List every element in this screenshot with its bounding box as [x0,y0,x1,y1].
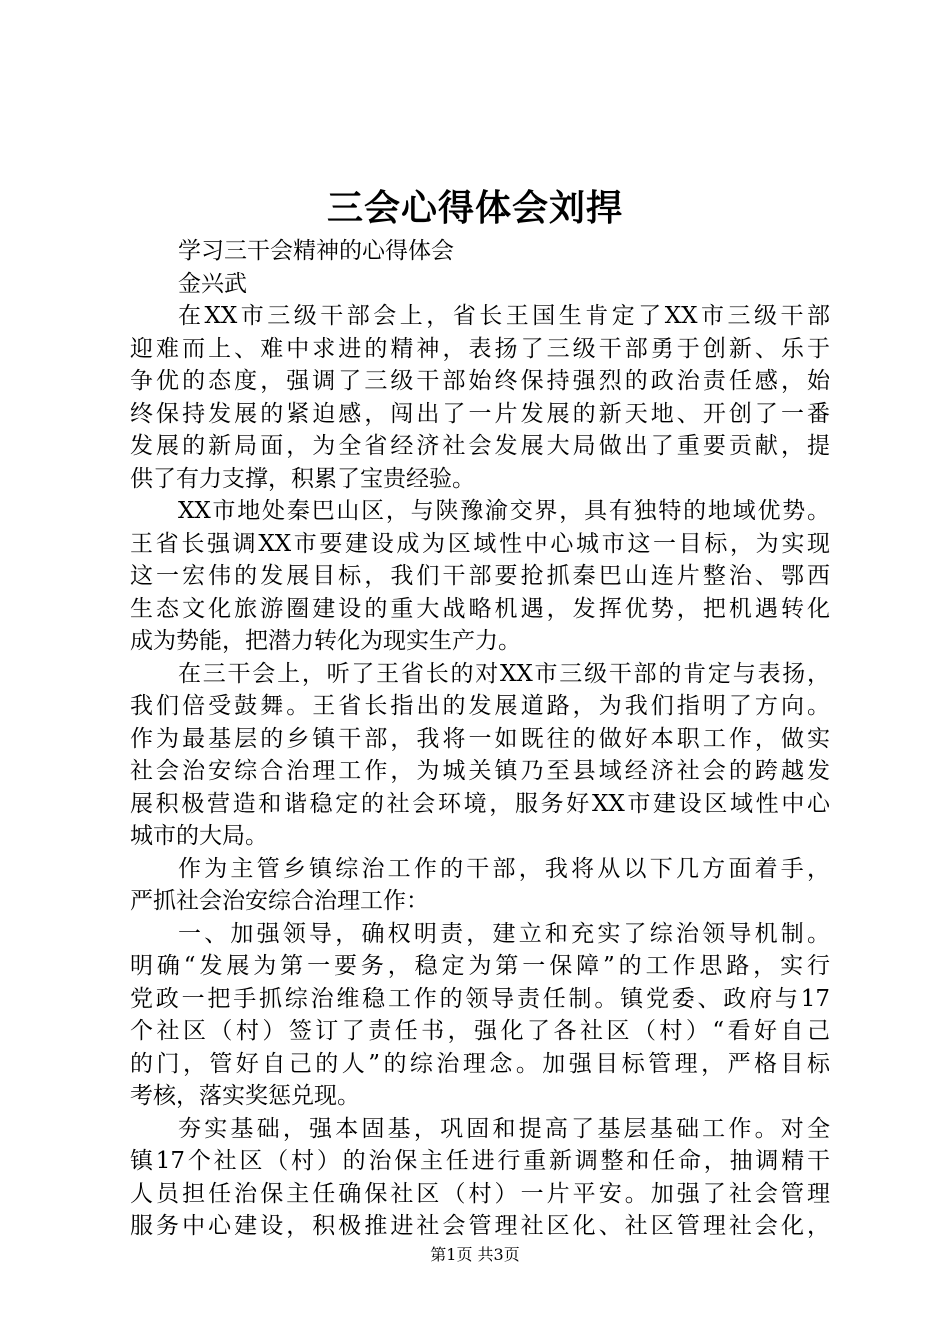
text-line: 终保持发展的紧迫感，闯出了一片发展的新天地、开创了一番 [130,400,830,427]
page-footer: 第1页 共3页 [430,1245,520,1264]
text-line: 作为最基层的乡镇干部，我将一如既往的做好本职工作，做实 [130,725,830,752]
text-line: 一、加强领导，确权明责，建立和充实了综治领导机制。 [178,920,830,947]
text-line: 在三干会上，听了王省长的对XX市三级干部的肯定与表扬， [178,660,830,687]
text-line: 学习三干会精神的心得体会 [178,238,454,264]
text-line: 争优的态度，强调了三级干部始终保持强烈的政治责任感，始 [130,368,830,394]
text-line: 生态文化旅游圈建设的重大战略机遇，发挥优势，把机遇转化 [130,595,830,622]
text-line: 这一宏伟的发展目标，我们干部要抢抓秦巴山连片整治、鄂西 [130,563,830,589]
text-line: 党政一把手抓综治维稳工作的领导责任制。镇党委、政府与17 [130,985,830,1012]
text-line: 人员担任治保主任确保社区（村）一片平安。加强了社会管理 [130,1180,830,1207]
text-line: 城市的大局。 [130,823,268,849]
text-line: 明确“发展为第一要务，稳定为第一保障”的工作思路，实行 [130,953,830,979]
text-line: 成为势能，把潜力转化为现实生产力。 [130,628,521,654]
text-line: 的门，管好自己的人”的综治理念。加强目标管理，严格目标 [130,1050,830,1077]
text-line: 作为主管乡镇综治工作的干部，我将从以下几方面着手， [178,855,830,882]
text-line: 迎难而上、难中求进的精神，表扬了三级干部勇于创新、乐于 [130,335,830,362]
text-line: 夯实基础，强本固基，巩固和提高了基层基础工作。对全 [178,1115,830,1142]
text-line: 在XX市三级干部会上，省长王国生肯定了XX市三级干部 [178,303,830,329]
page-title: 三会心得体会刘捍 [326,187,623,229]
text-line: 金兴武 [178,270,247,297]
text-line: 王省长强调XX市要建设成为区域性中心城市这一目标，为实现 [130,530,830,557]
text-line: 发展的新局面，为全省经济社会发展大局做出了重要贡献，提 [130,433,830,459]
text-line: 社会治安综合治理工作，为城关镇乃至县域经济社会的跨越发 [130,758,830,784]
text-line: 供了有力支撑，积累了宝贵经验。 [130,465,475,492]
text-line: 展积极营造和谐稳定的社会环境，服务好XX市建设区域性中心 [130,790,830,817]
text-line: 镇17个社区（村）的治保主任进行重新调整和任命，抽调精干 [130,1148,830,1174]
text-line: 考核，落实奖惩兑现。 [130,1083,360,1109]
document-body [130,235,830,1243]
text-line: 服务中心建设，积极推进社会管理社区化、社区管理社会化， [130,1213,830,1239]
text-line: 我们倍受鼓舞。王省长指出的发展道路，为我们指明了方向。 [130,693,830,719]
text-line: 个社区（村）签订了责任书，强化了各社区（村）“看好自己 [130,1018,830,1044]
text-line: 严抓社会治安综合治理工作： [130,888,429,914]
text-line: XX市地处秦巴山区，与陕豫渝交界，具有独特的地域优势。 [178,498,830,524]
